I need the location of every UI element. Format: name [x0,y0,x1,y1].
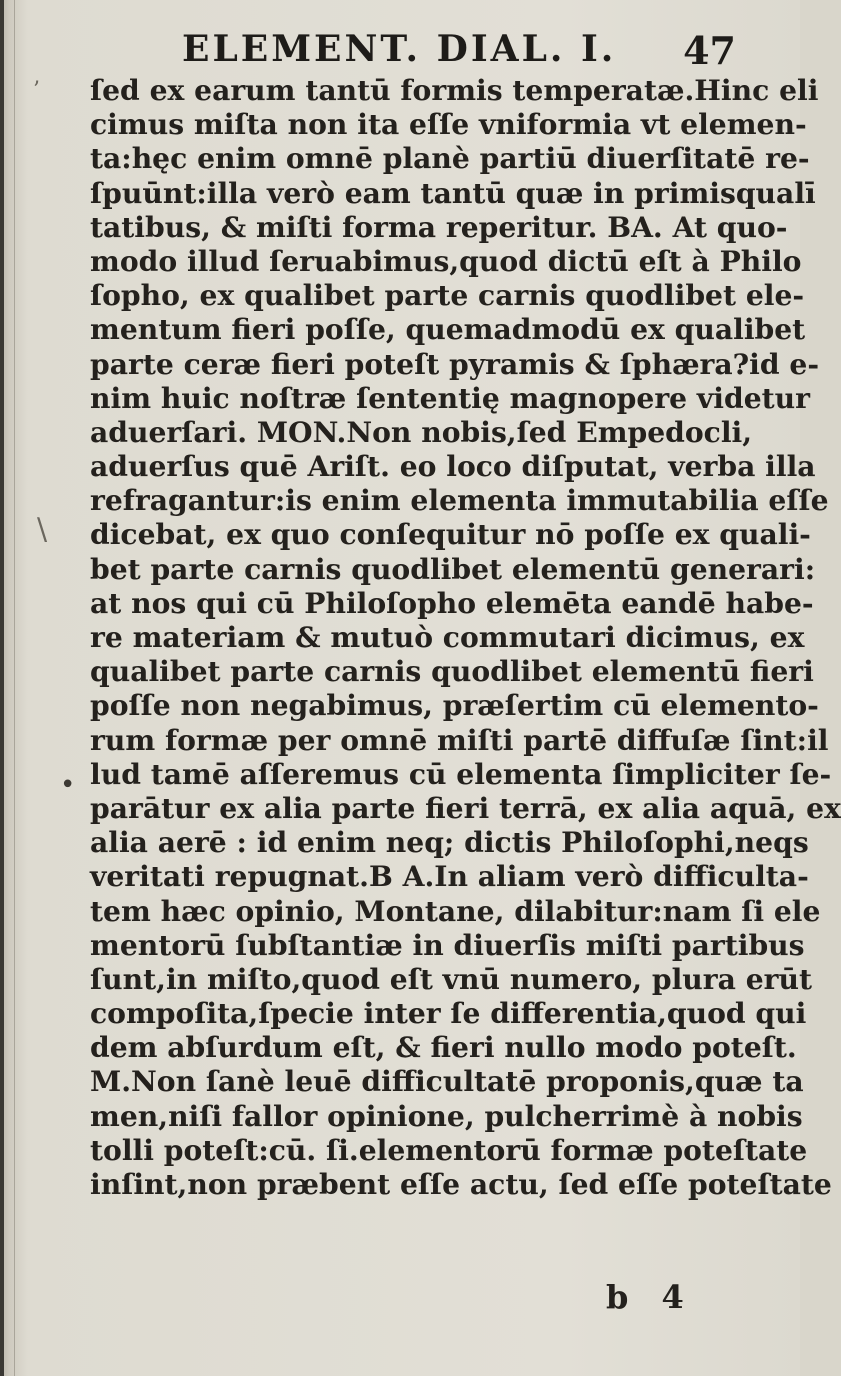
text-line: M.Non ſanè leuē difficultatē proponis,quæ ta [90,1065,804,1099]
text-line: mentum fieri poſſe, quemadmodū ex qualibet [90,313,806,347]
text-line: ſed ex earum tantū formis temperatæ.Hinc eli [90,74,819,107]
text-line: ſunt,in miſto,quod eſt vnū numero, plura erūt [90,962,813,996]
text-line: lud tamē aſſeremus cū elementa ſimpliciter ſe- [90,757,832,791]
text-line: ſpuūnt:illa verò eam tantū quæ in primisqualī [90,176,816,210]
text-line: cimus miſta non ita eſſe vniformia vt elemen- [90,108,807,142]
margin-mark: ’ [33,78,40,103]
text-line: nim huic noſtræ ſententię magnopere videtur [90,381,811,415]
gutter-line [14,0,15,1376]
text-line: refragantur:is enim elementa immutabilia eſſe [90,484,829,518]
text-line: rum formæ per omnē miſti partē diffuſæ ſint:il [90,723,829,757]
text-line: men,niſi fallor opinione, pulcherrimè à nobis [90,1099,803,1133]
text-line: dicebat, ex quo conſequitur nō poſſe ex quali- [90,518,811,552]
text-line: tatibus, & miſti forma reperitur. BA. At quo- [90,210,788,244]
text-line: parātur ex alia parte fieri terrā, ex alia aquā, ex [90,791,841,825]
text-line: parte ceræ fieri poteſt pyramis & ſphæra?id e- [90,347,820,381]
text-line: veritati repugnat.B A.In aliam verò difficulta- [90,860,809,894]
text-line: poſſe non negabimus, præſertim cū elemento- [90,689,819,723]
text-line: tem hæc opinio, Montane, dilabitur:nam ſi ele [90,894,821,928]
running-title: ELEMENT. DIAL. I. [182,28,617,70]
text-line: re materiam & mutuò commutari dicimus, ex [90,621,805,654]
text-line: inſint,non præbent eſſe actu, ſed eſſe poteſtate [90,1168,832,1201]
text-line: qualibet parte carnis quodlibet elementū fieri [90,655,814,689]
text-line: at nos qui cū Philoſopho elemēta eandē habe- [90,586,814,620]
binding-edge [0,0,4,1376]
margin-mark: \ [37,512,48,547]
text-line: ta:hęc enim omnē planè partiū diuerſitatē re- [90,142,810,176]
page-header [160,28,750,72]
signature-mark: b 4 [606,1278,684,1316]
text-line: mentorū ſubſtantiæ in diuerſis miſti partibus [90,928,805,962]
body-text [90,74,841,1202]
text-line: compoſita,ſpecie inter ſe differentia,quod qui [90,997,807,1031]
text-line: aduerſus quē Ariſt. eo loco diſputat, verba illa [90,450,816,484]
text-line: alia aerē : id enim neq; dictis Philoſophi,neqs [90,826,809,860]
text-line: aduerſari. MON.Non nobis,ſed Empedocli, [90,415,753,449]
text-line: tolli poteſt:cū. ſi.elementorū formæ poteſtate [90,1133,808,1167]
text-line: bet parte carnis quodlibet elementū generari: [90,552,816,586]
margin-mark: • [60,770,76,800]
page-number: 47 [683,28,736,73]
text-line: ſopho, ex qualibet parte carnis quodlibet ele- [90,279,805,313]
text-line: modo illud ſeruabimus,quod dictū eſt à Philo [90,244,802,278]
text-line: dem abſurdum eſt, & fieri nullo modo poteſt. [90,1031,797,1065]
